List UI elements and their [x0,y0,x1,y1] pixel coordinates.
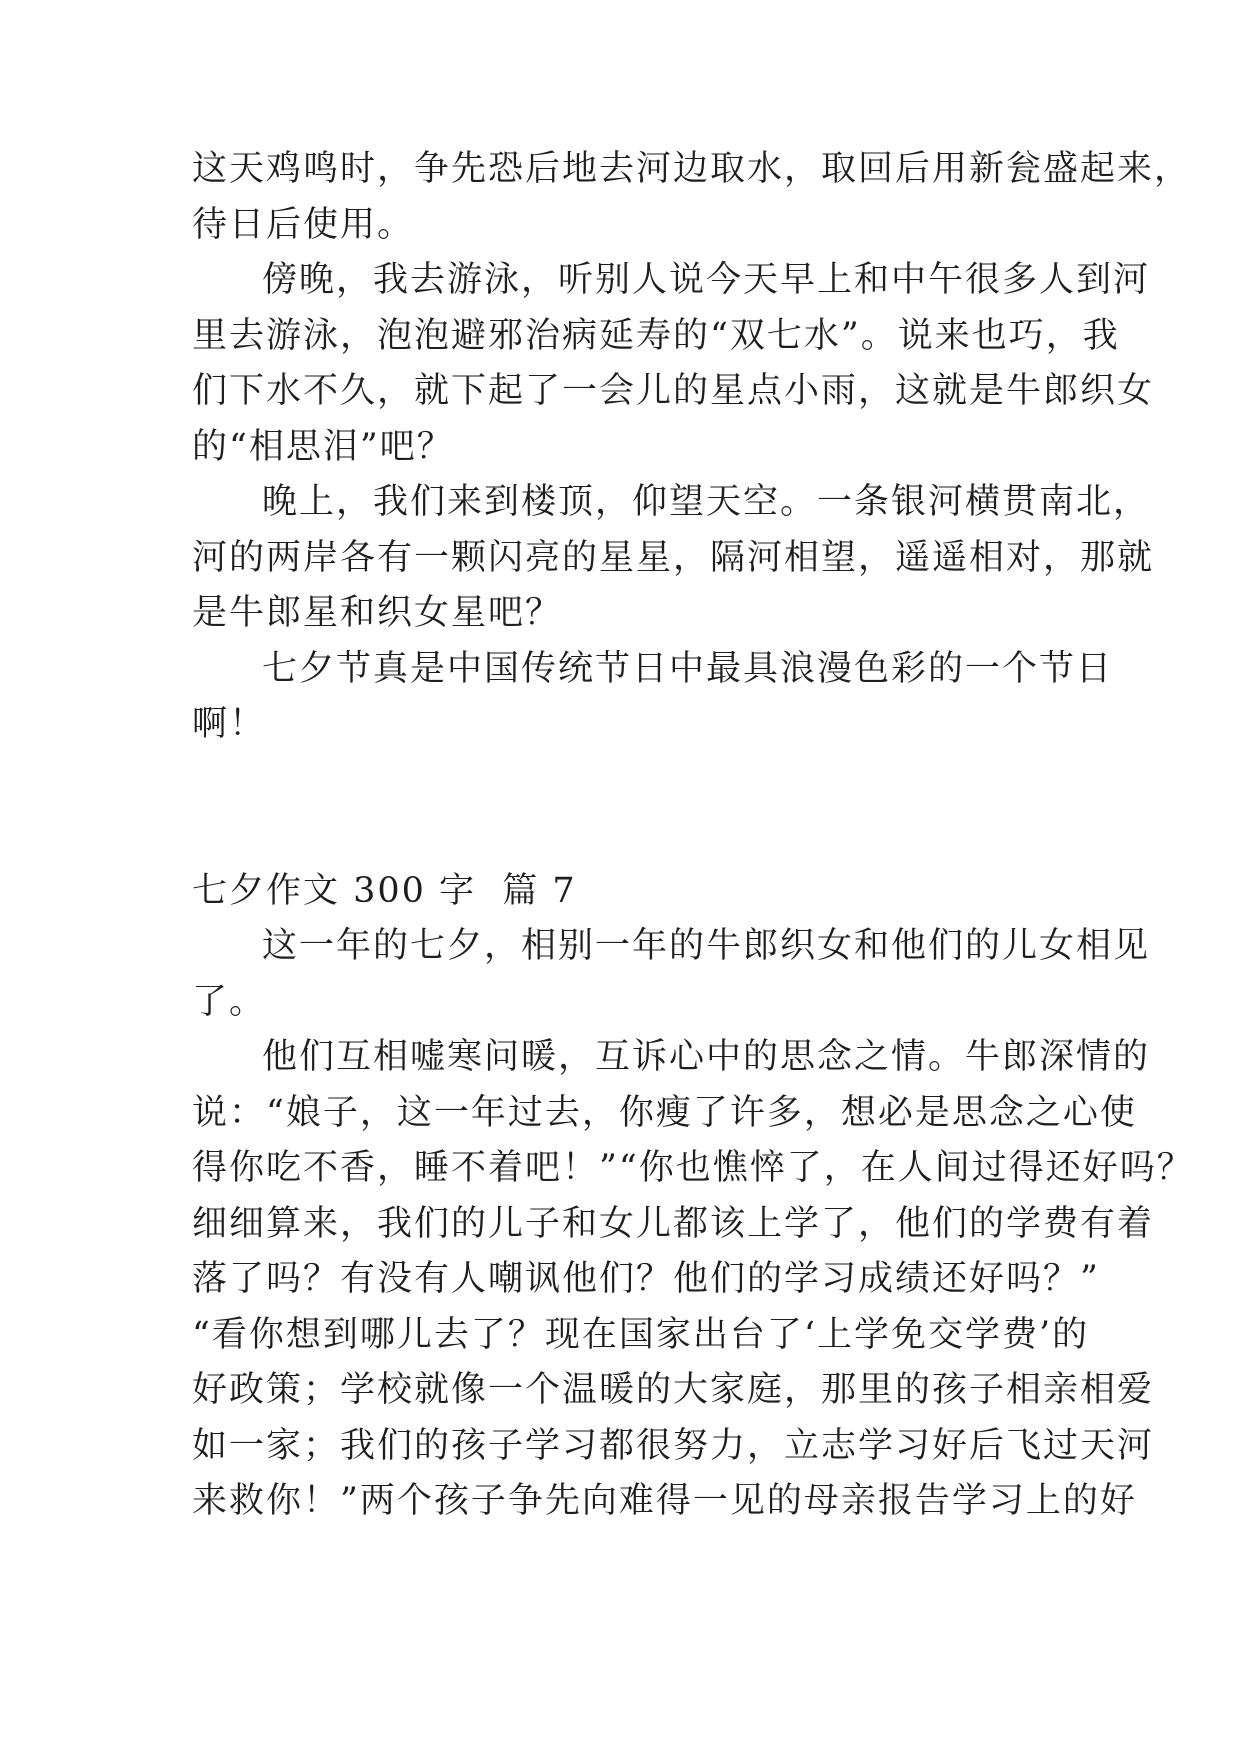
text-section-bottom [192,919,1194,1530]
text-line: 河的两岸各有一颗闪亮的星星，隔河相望，遥遥相对，那就 [192,537,1155,578]
text-line: 的“相思泪”吧？ [192,426,454,467]
section-heading-block [192,864,1054,920]
text-line: 这天鸡鸣时，争先恐后地去河边取水，取回后用新瓮盛起来， [192,149,1192,189]
text-line: 待日后使用。 [192,204,415,245]
text-line: 里去游泳，泡泡避邪治病延寿的“双七水”。说来也巧，我 [192,315,1120,356]
text-line: 落了吗？有没有人嘲讽他们？他们的学习成绩还好吗？” [192,1259,1100,1299]
text-line: 啊！ [192,704,267,744]
text-line: 们下水不久，就下起了一会儿的星点小雨，这就是牛郎织女 [192,371,1155,411]
paragraph-start-line: 这一年的七夕，相别一年的牛郎织女和他们的儿女相见 [262,926,1151,966]
paragraph-start-line: 他们互相嘘寒问暖，互诉心中的思念之情。牛郎深情的 [262,1037,1151,1077]
text-line: 细细算来，我们的儿子和女儿都该上学了，他们的学费有着 [192,1203,1155,1244]
text-section-top [192,142,1192,753]
section-heading: 七夕作文 300 字 篇 7 [192,871,577,911]
text-line: 如一家；我们的孩子学习都很努力，立志学习好后飞过天河 [192,1425,1155,1466]
paragraph-start-line: 晚上，我们来到楼顶，仰望天空。一条银河横贯南北， [262,482,1151,522]
text-line: 好政策；学校就像一个温暖的大家庭，那里的孩子相亲相爱 [192,1370,1155,1410]
paragraph-start-line: 傍晚，我去游泳，听别人说今天早上和中午很多人到河 [262,260,1151,300]
text-line: “看你想到哪儿去了？现在国家出台了‘上学免交学费’的 [192,1314,1090,1355]
text-line: 得你吃不香，睡不着吧！”“你也憔悴了，在人间过得还好吗？ [192,1148,1194,1188]
text-line: 说：“娘子，这一年过去，你瘦了许多，想必是思念之心使 [192,1092,1137,1133]
text-line: 是牛郎星和织女星吧？ [192,593,563,633]
text-line: 了。 [192,981,267,1022]
text-line: 来救你！”两个孩子争先向难得一见的母亲报告学习上的好 [192,1481,1137,1521]
paragraph-start-line: 七夕节真是中国传统节日中最具浪漫色彩的一个节日 [262,648,1114,689]
